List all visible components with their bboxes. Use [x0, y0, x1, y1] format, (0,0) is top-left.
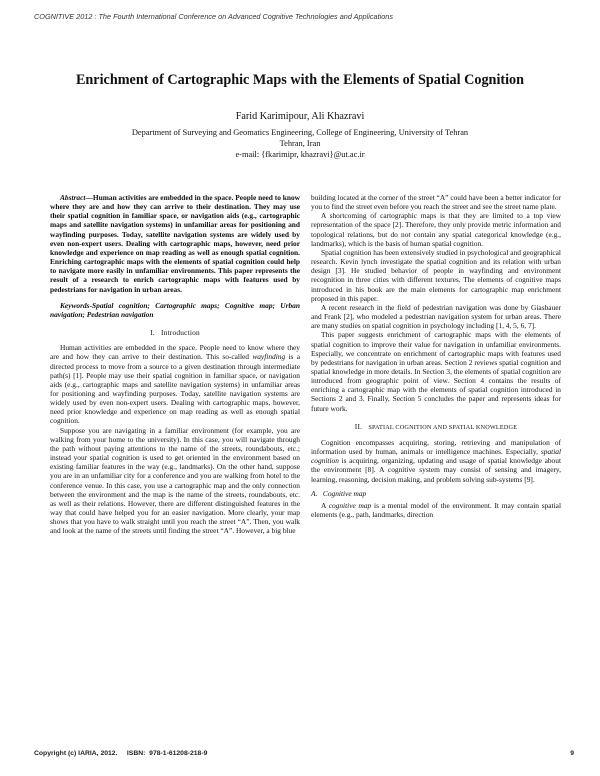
emphasis: cognitive map — [328, 500, 372, 510]
paragraph: Suppose you are navigating in a familiar environment (for example, you are walking from your home to the university). In this case, you will navigate through the path without paying attentions to the name of the streets, roundabouts, etc.; instead your spatial cognition is used to get oriented in the environment based on existing familiar features in the way (e.g., landmarks). On the other hand, suppose you are in an unfamiliar city for a conference and you are walking from hotel to the conference venue. In this case, you use a cartographic map and the only connection between the environment and the map is the name of the streets, roundabouts, etc. as well as their relations. However, there are different distinguished features in the way that could have helped you for an easier navigation. More clearly, your map shows that you have to walk straight until you reach the street “A”. Then, you walk and look at the name of the streets until finding the street “A”. However, a big blue — [50, 425, 300, 536]
abstract-text: —Human activities are embedded in the space. People need to know where they are and how they can arrive to their destination. They may use their spatial cognition in familiar space, or navigation aids (e.g., cartographic maps and satellite navigation systems) in unfamiliar areas for positioning and wayfinding purposes. Today, satellite navigation systems are widely used by even non-expert users. Dealing with cartographic maps, however, need prior knowledge and experience on map reading as well as enough spatial cognition. Enriching cartographic maps with the elements of spatial cognition could help to navigate more easily in unfamiliar environments. This paper represents the result of a research to enrich cartographic maps with features used by pedestrians for navigation in urban areas. — [50, 193, 300, 294]
paragraph-text: Cognition encompasses acquiring, storing, retrieving and manipulation of information used by human, animals or intelligence machines. Especially, — [311, 437, 561, 457]
section-number: I. — [150, 328, 155, 338]
section-heading-introduction — [50, 328, 300, 337]
paper-authors: Farid Karimipour, Ali Khazravi — [235, 111, 365, 122]
paragraph-text: is acquiring, organizing, updating and usage of spatial knowledge about the environment [8]. A cognitive system may consist of sensing and imagery, learning, reasoning, decision making, and problem solving sub-systems [9]. — [311, 456, 561, 484]
section-title: SPATIAL COGNITION AND SPATIAL KNOWLEDGE — [368, 423, 518, 431]
affiliation-department: Department of Surveying and Geomatics Engineering, College of Engineering, University of Tehran — [131, 128, 469, 137]
affiliation-location: Tehran, Iran — [279, 139, 321, 148]
paragraph — [311, 501, 561, 519]
section-heading-spatial-cognition — [311, 422, 561, 432]
subsection-label: A. — [311, 488, 318, 498]
paper-title: Enrichment of Cartographic Maps with the Elements of Spatial Cognition — [75, 72, 525, 88]
section-number: II. — [354, 421, 363, 431]
paragraph: building located at the corner of the street “A” could have been a better indicator for you to find the street even before you reach the street and see the street name plate. — [311, 193, 561, 212]
keywords: Keywords-Spatial cognition; Cartographic maps; Cognitive map; Urban navigation; Pedestrian navigation — [50, 300, 300, 319]
copyright-isbn: Copyright (c) IARIA, 2012. ISBN: 978-1-61208-218-9 — [34, 750, 208, 757]
subsection-heading-cognitive-map — [311, 489, 561, 498]
paragraph-text: A — [321, 500, 329, 510]
paragraph: A shortcoming of cartographic maps is that they are limited to a top view representation of the space [2]. Therefore, they only provide metric information and topological relations, but do not contain any spatial categorical knowledge (e.g., landmarks), which is the basis of human spatial cognition. — [311, 211, 561, 248]
paragraph-text: is a directed process to move from a source to a given destination through intermediate path(s) [1]. People may use their spatial cognition in familiar space, or navigation aids (e.g., cartographic maps and satellite navigation systems) in unfamiliar areas for positioning and wayfinding purposes. Today, satellite navigation systems are widely used by even non-expert users. Dealing with cartographic maps, however, need prior knowledge and experience on map reading as well as enough spatial cognition. — [50, 352, 301, 426]
subsection-title: Cognitive map — [322, 488, 367, 498]
right-column — [311, 193, 561, 519]
paragraph: This paper suggests enrichment of cartographic maps with the elements of spatial cognition to improve their value for navigation in unfamiliar environments. Especially, we concentrate on enrichment of cartographic maps with features used by pedestrians for navigation in urban areas. Section 2 reviews spatial cognition and spatial knowledge in more details. In Section 3, the elements of spatial cognition are introduced from geographic point of view. Section 4 contains the results of enriching a cartographic map with the elements of spatial cognition introduced in Sections 2 and 3. Finally, Section 5 concludes the paper and represents ideas for future work. — [311, 330, 561, 413]
page-footer — [34, 750, 574, 757]
paragraph: Spatial cognition has been extensively studied in psychological and geographical research. Kevin lynch investigate the spatial cognition and its relation with urban design [3]. He studied behavior of people in wayfinding and environment recognition in three cities with different textures. The elements of cognitive maps introduced in his book are the main elements for cartographic map enrichment proposed in this paper. — [311, 247, 561, 303]
abstract-label: Abstract — [60, 193, 86, 202]
paragraph-text: is a mental model of the environment. It may contain spatial elements (e.g., path, landmarks, direction — [311, 500, 561, 519]
affiliation-block — [0, 127, 600, 160]
emphasis: spatial cognition — [311, 447, 561, 466]
author-email: e-mail: {fkarimipr, khazravi}@ut.ac.ir — [235, 150, 365, 159]
page-number: 9 — [570, 750, 574, 757]
emphasis: wayfinding — [252, 352, 286, 362]
paragraph-text: Human activities are embedded in the space. People need to know where they are and how they can arrive to their destination. This so-called — [50, 343, 300, 362]
section-title: Introduction — [160, 328, 200, 338]
left-column — [50, 193, 300, 535]
abstract — [50, 193, 300, 294]
paragraph: A recent research in the field of pedestrian navigation was done by Giasbauer and Frank [2], who modeled a pedestrian navigation system for urban areas. There are many studies on spatial cognition in psychology including [1, 4, 5, 6, 7]. — [311, 302, 561, 331]
paragraph — [50, 343, 300, 425]
paragraph — [311, 438, 561, 484]
running-head: COGNITIVE 2012 : The Fourth International Conference on Advanced Cognitive Technologies and Applications — [34, 12, 393, 21]
